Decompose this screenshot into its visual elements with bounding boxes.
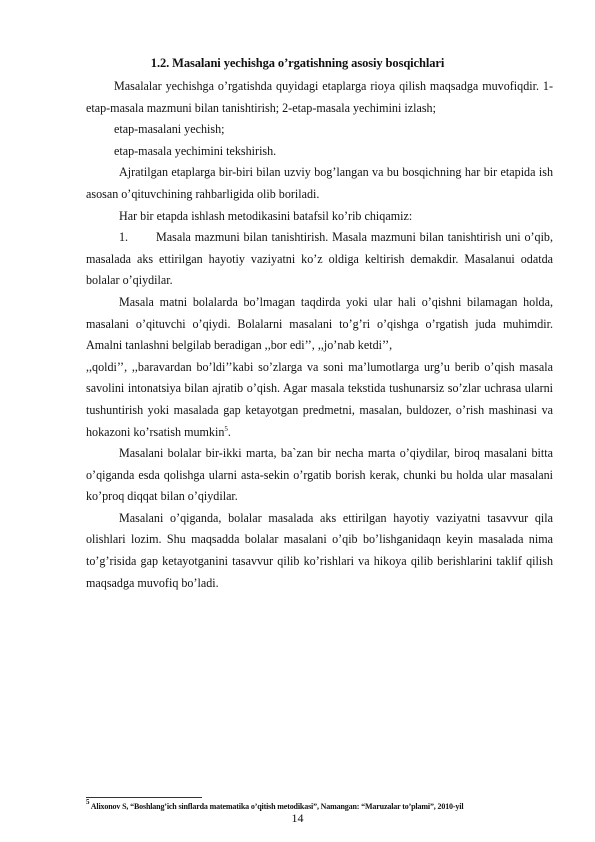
- footnote-reference: 5: [224, 424, 228, 433]
- paragraph: Ajratilgan etaplarga bir-biri bilan uzviy bog’langan va bu bosqichning har bir etapida ish asosan o’qituvchining rahbarligida olib boriladi.: [86, 165, 553, 201]
- footnote: [86, 798, 556, 811]
- paragraph: Masala matni bolalarda bo’lmagan taqdirda yoki ular hali o’qishni bilamagan holda, masalani o’qituvchi o’qiydi. Bolalarni masalani to’g’ri o’qishga o’rgatish juda muhimdir. Amalni tanlashni belgilab beradigan ,,bor edi’’, ,,jo’nab ketdi’’,: [86, 294, 553, 353]
- paragraph: Masalalar yechishga o’rgatishda quyidagi etaplarga rioya qilish maqsadga muvofiqdir. 1-etap-masala mazmuni bilan tanishtirish; 2-etap-masala yechimini izlash;: [86, 79, 553, 115]
- list-number: 1.: [119, 230, 129, 245]
- paragraph-end: .: [227, 424, 231, 439]
- list-item-text: Masala mazmuni bilan tanishtirish. Masala mazmuni bilan tanishtirish uni o’qib, masalada aks ettirilgan hayotiy vaziyatni ko’z oldiga keltirish demakdir. Masalanui odatda bolalar o’qiydilar.: [86, 230, 553, 288]
- paragraph: Har bir etapda ishlash metodikasini batafsil ko’rib chiqamiz:: [119, 208, 413, 223]
- section-heading: 1.2. Masalani yechishga o’rgatishning asosiy bosqichlari: [150, 56, 445, 70]
- paragraph: [86, 357, 553, 443]
- footnote-text: Alixonov S, “Boshlang’ich sinflarda matematika o’qitish metodikasi”, Namangan: “Maruzalar to’plami”, 2010-yil: [89, 802, 464, 811]
- paragraph: Masalani bolalar bir-ikki marta, ba`zan bir necha marta o’qiydilar, biroq masalani bitta o’qiganda esda qolishga ularni asta-sekin o’rgatib borish kerak, chunki bu holda ular masalani ko’proq diqqat bilan o’qiydilar.: [86, 446, 553, 504]
- list-item: [86, 227, 553, 292]
- paragraph-text: ,,qoldi’’, ,,baravardan bo’ldi’’kabi so’zlarga va soni ma’lumotlarga urg’u berib o’qish masala savolini intonatsiya bilan ajratib o’qish. Agar masala tekstida tushunarsiz so’zlar uchrasa ularni tushuntirish yoki masalada gap ketayotgan predmetni, masalan, buldozer, o’rish mashinasi va hokazoni ko’rsatish mumkin: [86, 359, 553, 439]
- paragraph: etap-masalani yechish;: [114, 122, 225, 137]
- page-number: 14: [291, 811, 304, 825]
- footnote-marker: 5: [86, 798, 90, 806]
- body-text: [86, 76, 553, 594]
- footnote-divider: [86, 797, 202, 798]
- paragraph: Masalani o’qiganda, bolalar masalada aks ettirilgan hayotiy vaziyatni tasavvur qila olishlari lozim. Shu maqsadda bolalar masalani o’qib bo’lishganidaqn keyin masalada nima to’g’risida gap ketayotganini tasavvur qilib ko’rishlari va hikoya qilib berishlarini taklif qilish maqsadga muvofiq bo’ladi.: [86, 510, 553, 590]
- paragraph: etap-masala yechimini tekshirish.: [114, 143, 277, 158]
